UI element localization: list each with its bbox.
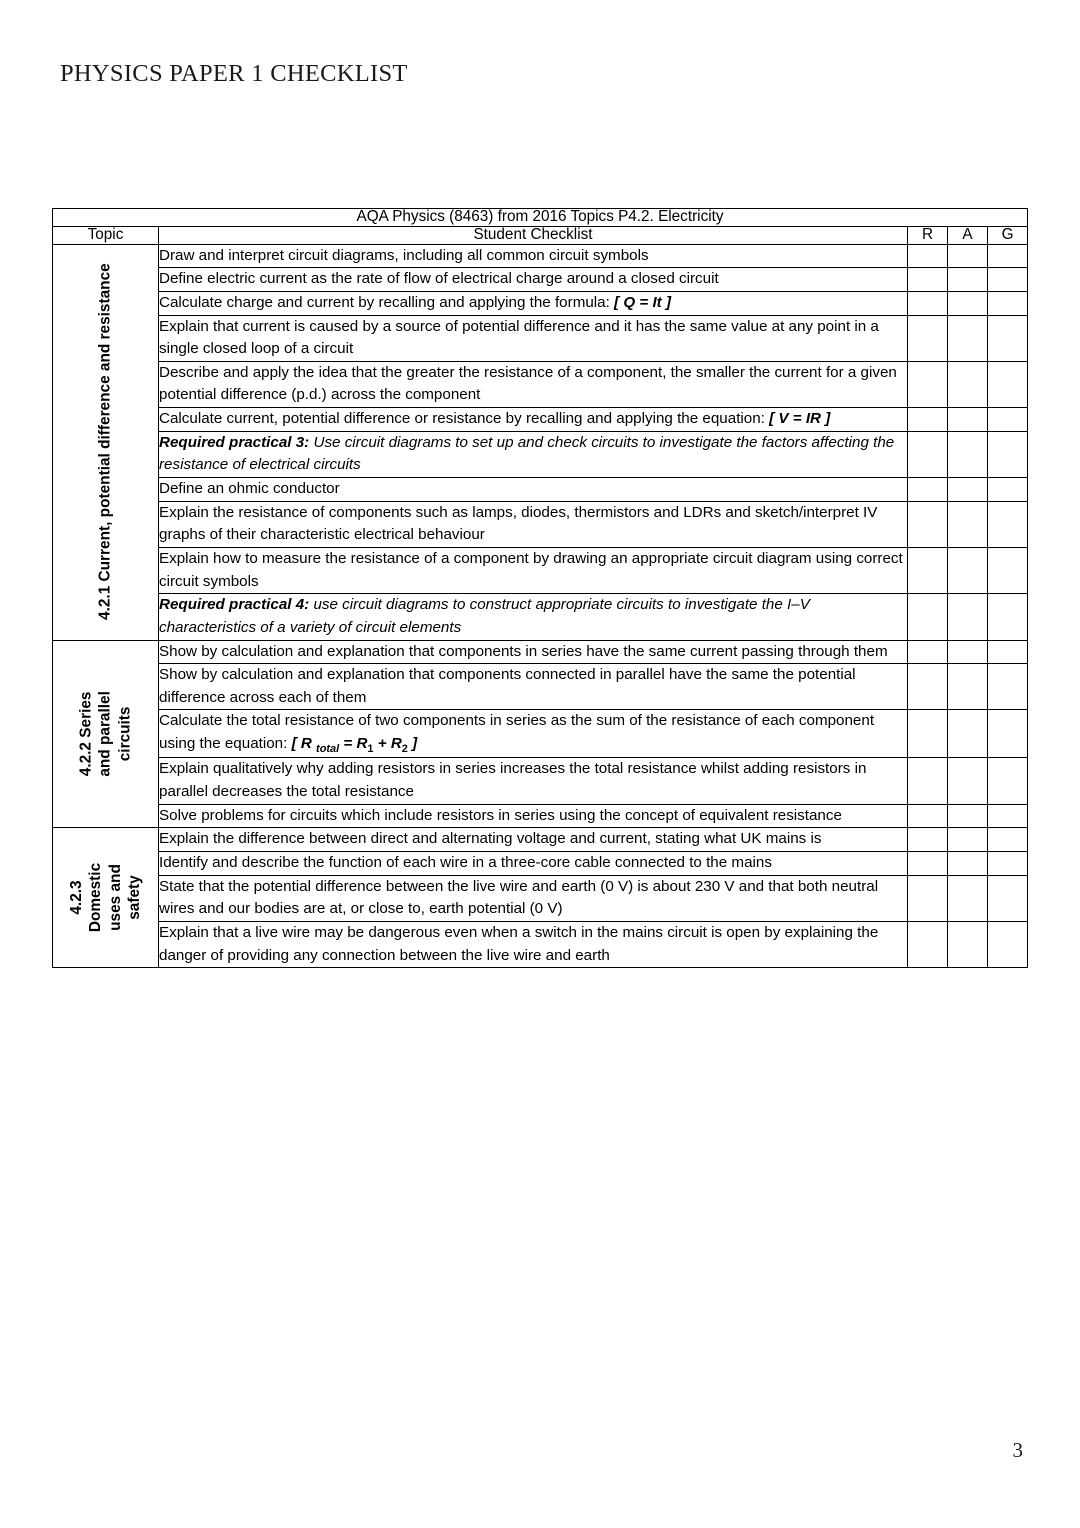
required-practical-label: Required practical 4: (159, 596, 310, 614)
column-header-g: G (988, 226, 1028, 244)
checklist-item (159, 244, 908, 268)
table-row (53, 501, 1028, 547)
mark-cell-g[interactable] (988, 315, 1028, 361)
checklist-item (159, 431, 908, 477)
checklist-item-text: Explain that current is caused by a source of potential difference and it has the same value at any point in a single closed loop of a circuit (159, 317, 879, 358)
checklist-item (159, 804, 908, 828)
table-row (53, 361, 1028, 407)
checklist-item-text: State that the potential difference between the live wire and earth (0 V) is about 230 V and that both neutral wires and our bodies are at, or close to, earth potential (0 V) (159, 877, 879, 918)
checklist-item (159, 640, 908, 664)
mark-cell-g[interactable] (988, 594, 1028, 640)
mark-cell-a[interactable] (948, 921, 988, 967)
topic-label: 4.2.3 Domestic uses and safety (68, 863, 143, 933)
page-number: 3 (1012, 1438, 1023, 1462)
mark-cell-r[interactable] (908, 804, 948, 828)
mark-cell-r[interactable] (908, 640, 948, 664)
column-header-r: R (908, 226, 948, 244)
checklist-item (159, 268, 908, 292)
mark-cell-a[interactable] (948, 268, 988, 292)
mark-cell-g[interactable] (988, 921, 1028, 967)
mark-cell-g[interactable] (988, 431, 1028, 477)
mark-cell-a[interactable] (948, 758, 988, 804)
table-row (53, 244, 1028, 268)
required-practical-label: Required practical 3: (159, 433, 310, 451)
mark-cell-r[interactable] (908, 921, 948, 967)
mark-cell-a[interactable] (948, 361, 988, 407)
checklist-item (159, 851, 908, 875)
mark-cell-r[interactable] (908, 501, 948, 547)
topic-label-cell (53, 244, 159, 640)
mark-cell-r[interactable] (908, 431, 948, 477)
checklist-item-text: Draw and interpret circuit diagrams, including all common circuit symbols (159, 246, 649, 264)
table-row (53, 664, 1028, 710)
mark-cell-g[interactable] (988, 361, 1028, 407)
checklist-item (159, 828, 908, 852)
table-row (53, 875, 1028, 921)
checklist-item-text: Explain the resistance of components such as lamps, diodes, thermistors and LDRs and sketch/interpret IV graphs of their characteristic electrical behaviour (159, 503, 878, 544)
table-row (53, 710, 1028, 758)
table-row (53, 315, 1028, 361)
mark-cell-a[interactable] (948, 547, 988, 593)
mark-cell-r[interactable] (908, 594, 948, 640)
mark-cell-a[interactable] (948, 594, 988, 640)
mark-cell-g[interactable] (988, 875, 1028, 921)
checklist-item-text: Describe and apply the idea that the greater the resistance of a component, the smaller the current for a given potential difference (p.d.) across the component (159, 363, 897, 404)
mark-cell-a[interactable] (948, 640, 988, 664)
table-row (53, 291, 1028, 315)
mark-cell-r[interactable] (908, 875, 948, 921)
checklist-item-text: Show by calculation and explanation that components connected in parallel have the same the potential difference across each of them (159, 666, 856, 706)
checklist-item (159, 291, 908, 315)
mark-cell-r[interactable] (908, 851, 948, 875)
checklist-item-text: Explain qualitatively why adding resistors in series increases the total resistance whilst adding resistors in parallel decreases the total resistance (159, 760, 867, 801)
mark-cell-a[interactable] (948, 315, 988, 361)
equation: [ R $_{total} = R_1 + R_2$ ] (291, 735, 418, 756)
mark-cell-a[interactable] (948, 431, 988, 477)
checklist-item (159, 758, 908, 804)
column-header-topic: Topic (53, 226, 159, 244)
checklist-item (159, 664, 908, 710)
mark-cell-a[interactable] (948, 804, 988, 828)
checklist-item-text: Calculate charge and current by recalling and applying the formula: (159, 293, 615, 311)
mark-cell-r[interactable] (908, 291, 948, 315)
table-row (53, 594, 1028, 640)
checklist-item-text: Calculate the total resistance of two components in series as the sum of the resistance of each component using the equation: (159, 712, 875, 753)
checklist-item-text: Define electric current as the rate of flow of electrical charge around a closed circuit (159, 270, 719, 288)
mark-cell-g[interactable] (988, 664, 1028, 710)
checklist-item-text: Show by calculation and explanation that components in series have the same current passing through them (159, 642, 888, 660)
mark-cell-a[interactable] (948, 875, 988, 921)
checklist-item (159, 710, 908, 758)
mark-cell-g[interactable] (988, 640, 1028, 664)
table-title-row (53, 209, 1028, 227)
column-header-checklist: Student Checklist (159, 226, 908, 244)
mark-cell-g[interactable] (988, 758, 1028, 804)
mark-cell-a[interactable] (948, 664, 988, 710)
checklist-item-text: Explain that a live wire may be dangerous even when a switch in the mains circuit is open by explaining the danger of providing any connection between the live wire and earth (159, 923, 879, 964)
mark-cell-a[interactable] (948, 291, 988, 315)
checklist-item (159, 408, 908, 432)
mark-cell-r[interactable] (908, 547, 948, 593)
mark-cell-g[interactable] (988, 268, 1028, 292)
mark-cell-a[interactable] (948, 828, 988, 852)
mark-cell-r[interactable] (908, 710, 948, 758)
mark-cell-r[interactable] (908, 315, 948, 361)
equation: [ Q = It ] (614, 293, 671, 311)
mark-cell-r[interactable] (908, 361, 948, 407)
checklist-item (159, 361, 908, 407)
mark-cell-g[interactable] (988, 244, 1028, 268)
mark-cell-r[interactable] (908, 244, 948, 268)
required-practical-text: use circuit diagrams to construct appropriate circuits to investigate the I–V characteristics of a variety of circuit elements (159, 596, 810, 636)
mark-cell-g[interactable] (988, 851, 1028, 875)
mark-cell-r[interactable] (908, 408, 948, 432)
mark-cell-g[interactable] (988, 804, 1028, 828)
checklist-item (159, 478, 908, 502)
checklist-item-text: Identify and describe the function of each wire in a three-core cable connected to the mains (159, 853, 772, 871)
checklist-item-text: Calculate current, potential difference or resistance by recalling and applying the equation: (159, 410, 770, 428)
mark-cell-a[interactable] (948, 478, 988, 502)
mark-cell-a[interactable] (948, 501, 988, 547)
checklist-item-text: Solve problems for circuits which include resistors in series using the concept of equivalent resistance (159, 806, 842, 824)
topic-label-cell (53, 640, 159, 828)
mark-cell-r[interactable] (908, 478, 948, 502)
table-row (53, 804, 1028, 828)
checklist-item (159, 547, 908, 593)
table-row (53, 640, 1028, 664)
table-row (53, 547, 1028, 593)
table-header-row (53, 226, 1028, 244)
topic-label-cell (53, 828, 159, 968)
table-row (53, 408, 1028, 432)
table-row (53, 431, 1028, 477)
mark-cell-a[interactable] (948, 851, 988, 875)
mark-cell-g[interactable] (988, 291, 1028, 315)
mark-cell-g[interactable] (988, 547, 1028, 593)
checklist-item-text: Explain how to measure the resistance of a component by drawing an appropriate circuit diagram using correct circuit symbols (159, 549, 903, 590)
checklist-item-text: Define an ohmic conductor (159, 480, 340, 498)
mark-cell-r[interactable] (908, 268, 948, 292)
mark-cell-a[interactable] (948, 244, 988, 268)
table-row (53, 758, 1028, 804)
table-row (53, 828, 1028, 852)
checklist-item-text: Explain the difference between direct and alternating voltage and current, stating what UK mains is (159, 830, 822, 848)
mark-cell-r[interactable] (908, 664, 948, 710)
checklist-item (159, 315, 908, 361)
mark-cell-g[interactable] (988, 828, 1028, 852)
mark-cell-r[interactable] (908, 758, 948, 804)
equation: [ V = IR ] (769, 410, 831, 428)
mark-cell-g[interactable] (988, 710, 1028, 758)
checklist-item (159, 875, 908, 921)
table-title: AQA Physics (8463) from 2016 Topics P4.2. Electricity (53, 209, 1028, 227)
topic-label: 4.2.1 Current, potential difference and resistance (96, 263, 114, 621)
mark-cell-r[interactable] (908, 828, 948, 852)
mark-cell-a[interactable] (948, 710, 988, 758)
mark-cell-a[interactable] (948, 408, 988, 432)
topic-label: 4.2.2 Series and parallel circuits (77, 691, 134, 777)
column-header-a: A (948, 226, 988, 244)
table-row (53, 921, 1028, 967)
table-row (53, 851, 1028, 875)
page-title: PHYSICS PAPER 1 CHECKLIST (60, 60, 408, 87)
checklist-table (52, 208, 1028, 968)
checklist-item (159, 501, 908, 547)
table-row (53, 268, 1028, 292)
checklist-item (159, 594, 908, 640)
mark-cell-g[interactable] (988, 408, 1028, 432)
required-practical-text: Use circuit diagrams to set up and check circuits to investigate the factors affecting the resistance of electrical circuits (159, 433, 895, 474)
mark-cell-g[interactable] (988, 501, 1028, 547)
mark-cell-g[interactable] (988, 478, 1028, 502)
checklist-item (159, 921, 908, 967)
table-row (53, 478, 1028, 502)
